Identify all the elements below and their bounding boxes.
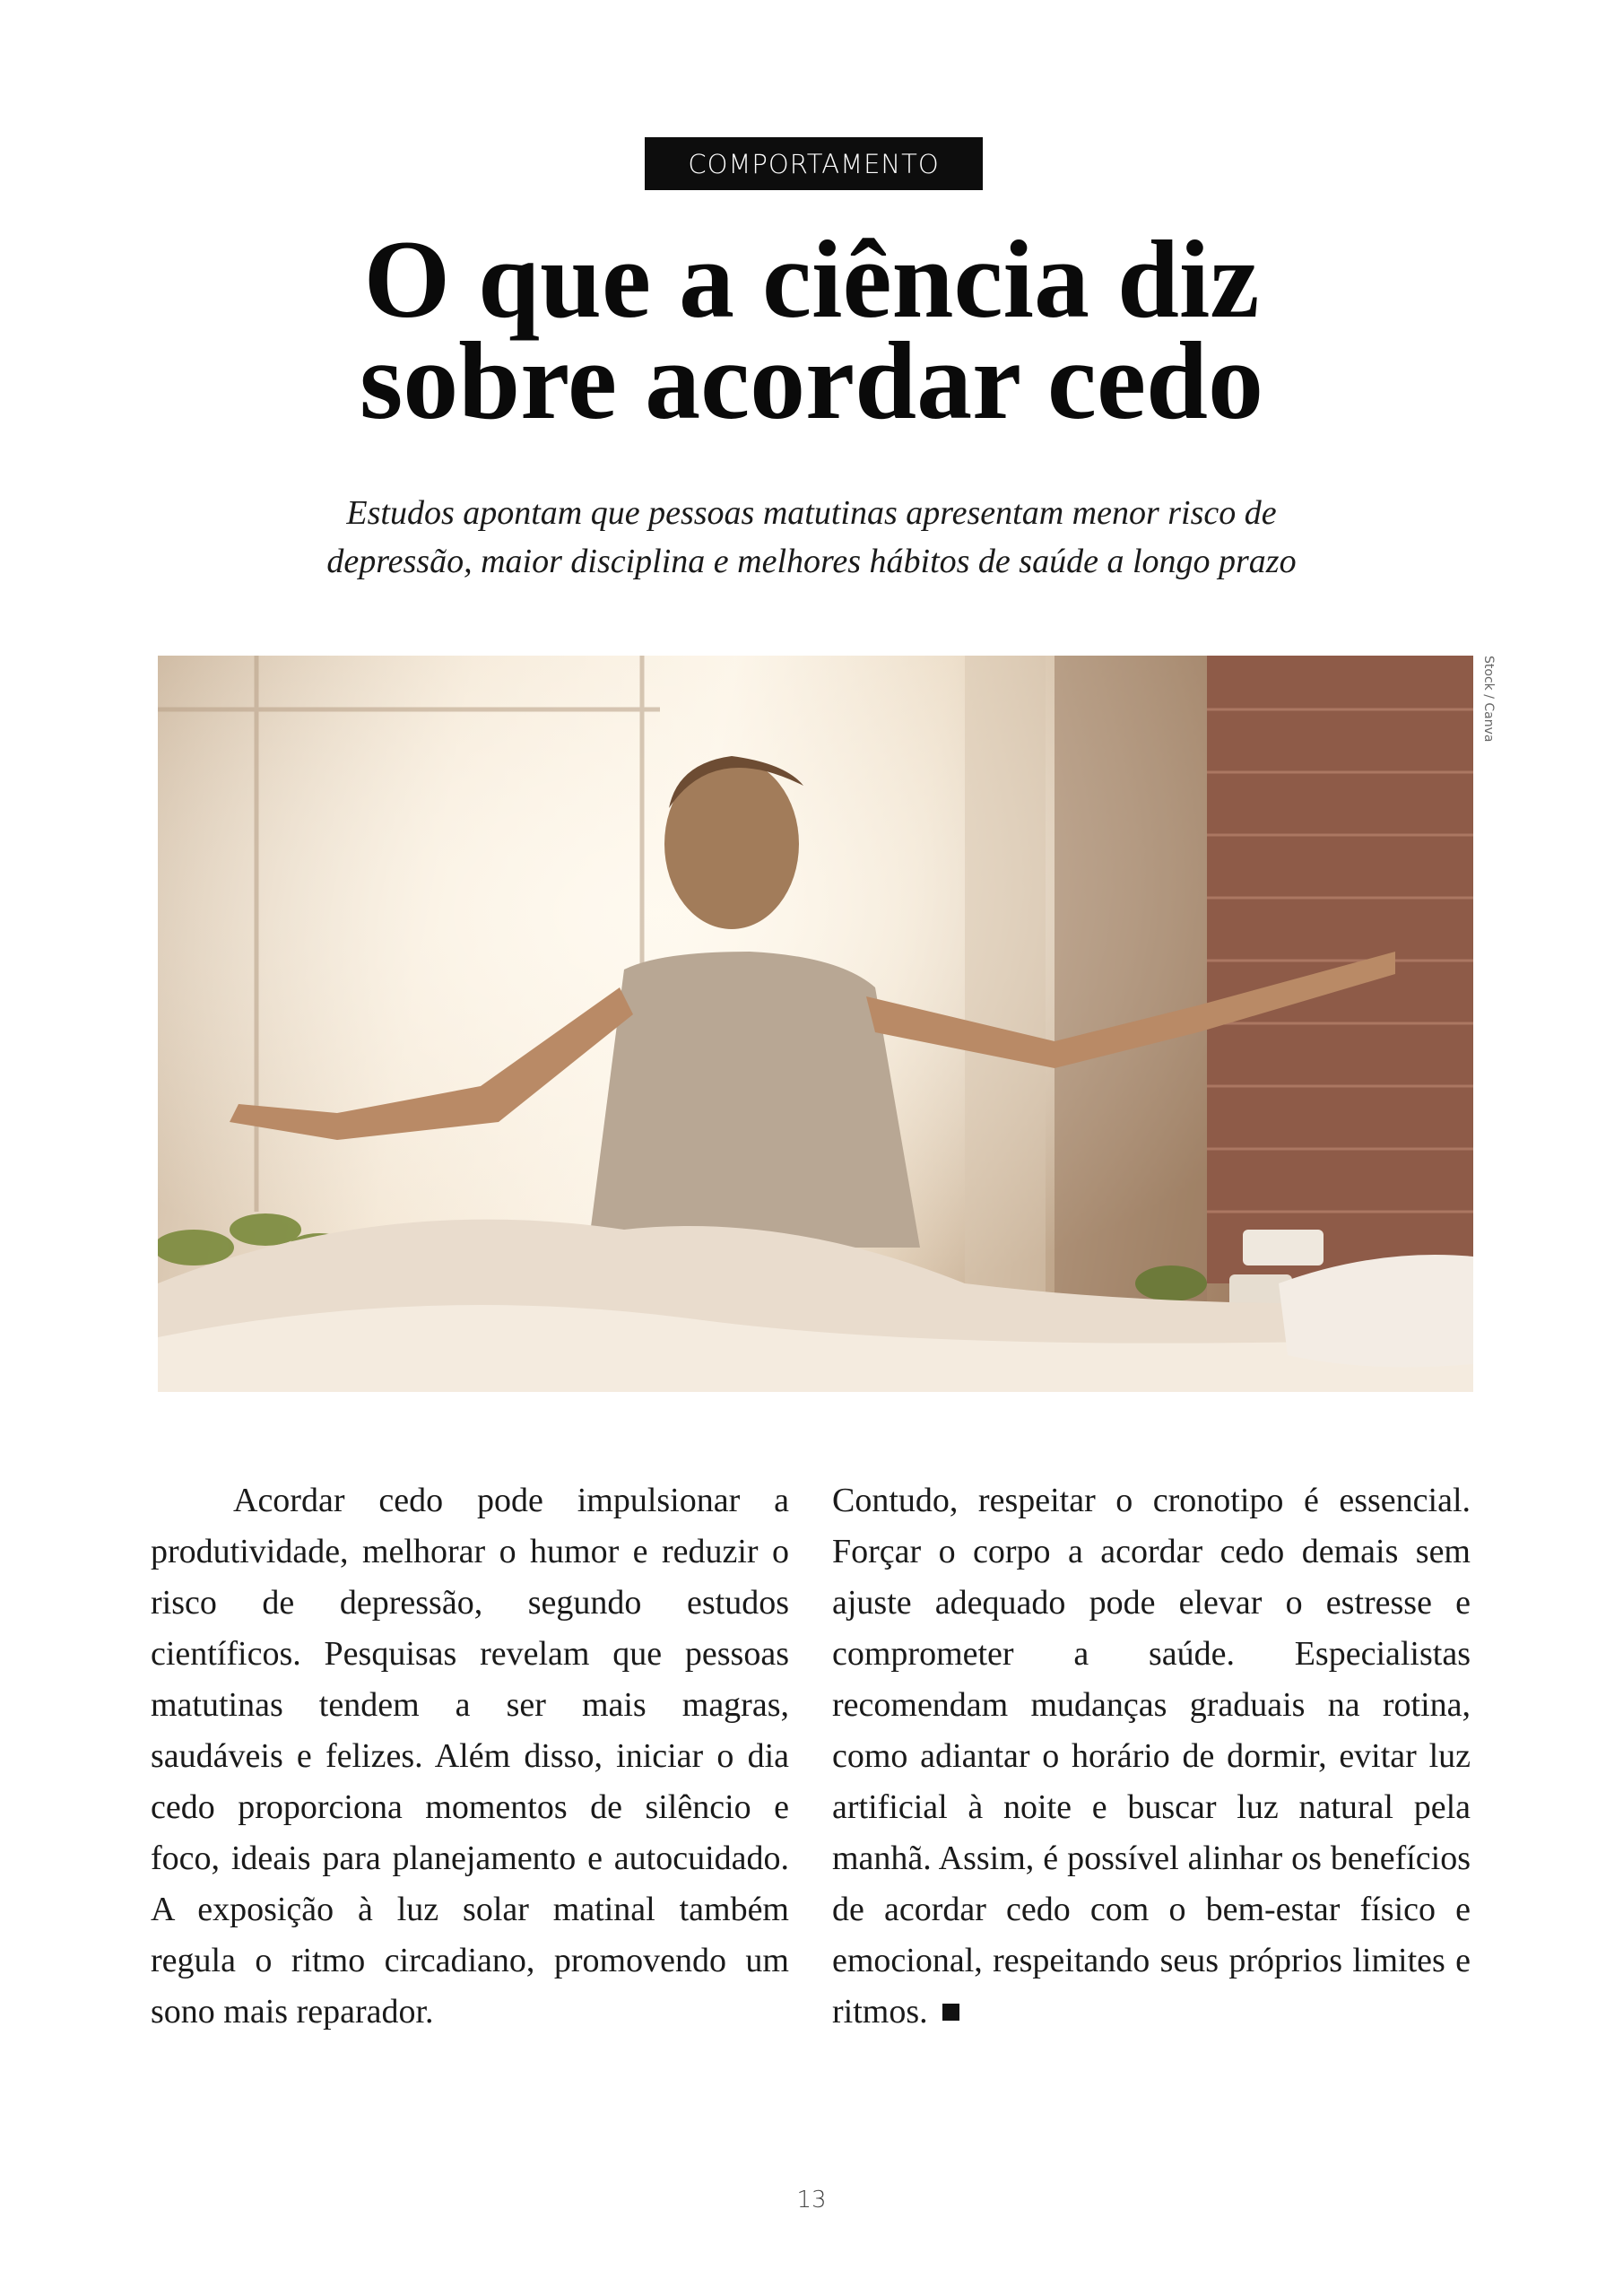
body-column-1: Acordar cedo pode impulsionar a produtividade, melhorar o humor e reduzir o risco de depressão, segundo estudos científicos. Pesquisas revelam que pessoas matutinas tendem a ser mais magras, saudáveis e felizes. Além disso, iniciar o dia cedo proporciona momentos de silêncio e foco, ideais para planejamento e autocuidado. A exposição à luz solar matinal também regula o ritmo circadiano, promovendo um sono mais reparador. — [151, 1482, 789, 2031]
standfirst-line-2: depressão, maior disciplina e melhores hábitos de saúde a longo prazo — [326, 543, 1297, 580]
article-photo — [158, 656, 1473, 1392]
end-of-article-mark — [942, 2004, 959, 2021]
page-number: 13 — [796, 2187, 827, 2213]
standfirst — [269, 489, 1354, 586]
headline-line-1: O que a ciência diz — [363, 218, 1260, 341]
headline — [215, 218, 1408, 442]
body-column-2-text: Contudo, respeitar o cronotipo é essencial. Forçar o corpo a acordar cedo demais sem ajuste adequado pode elevar o estresse e comprometer a saúde. Especialistas recomendam mudanças graduais na rotina, como adiantar o horário de dormir, evitar luz artificial à noite e buscar luz natural pela manhã. Assim, é possível alinhar os benefícios de acordar cedo com o bem-estar físico e emocional, respeitando seus próprios limites e ritmos. — [832, 1482, 1471, 2031]
section-tag: COMPORTAMENTO — [645, 137, 983, 190]
standfirst-line-1: Estudos apontam que pessoas matutinas apresentam menor risco de — [346, 494, 1277, 532]
photo-credit: Stock / Canva — [1481, 656, 1496, 743]
body-column-2 — [832, 1475, 1471, 2038]
headline-line-2: sobre acordar cedo — [360, 319, 1263, 442]
photo-illustration — [158, 656, 1473, 1392]
